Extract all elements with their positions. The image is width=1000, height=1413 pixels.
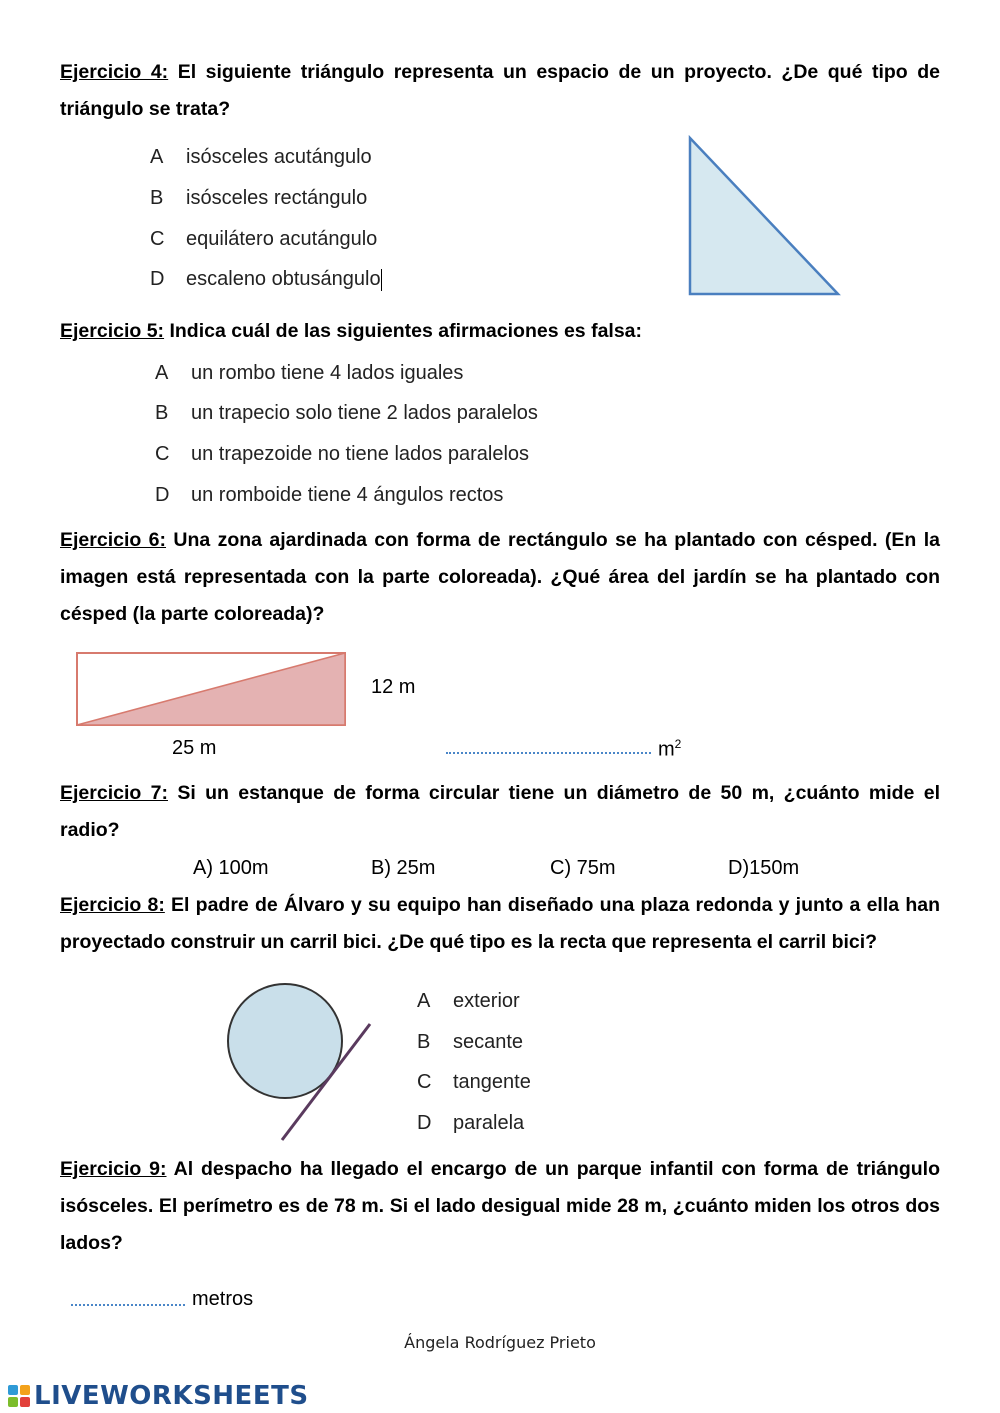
exercise-8-text: El padre de Álvaro y su equipo han diseñado una plaza redonda y junto a ella han proyectado construir un carril bici. ¿De qué tipo es la recta que representa el carril bici?	[60, 894, 940, 953]
ex7-option-d[interactable]: D)150m	[728, 857, 800, 879]
sides-answer-input[interactable]	[71, 1304, 185, 1306]
option-text: un trapezoide no tiene lados paralelos	[191, 443, 530, 465]
ex8-option-b[interactable]	[417, 1031, 523, 1054]
liveworksheets-logo-text: LIVEWORKSHEETS	[34, 1381, 309, 1411]
option-letter: C	[150, 228, 165, 250]
author-signature: Ángela Rodríguez Prieto	[404, 1333, 596, 1352]
area-unit	[658, 737, 681, 762]
garden-rectangle-figure	[74, 650, 350, 730]
exercise-9-statement	[60, 1151, 940, 1262]
ex8-option-d[interactable]	[417, 1112, 524, 1135]
exercise-5-statement	[60, 313, 940, 350]
liveworksheets-logo[interactable]	[8, 1380, 309, 1412]
right-triangle-figure	[684, 132, 846, 300]
option-text: equilátero acutángulo	[186, 228, 378, 250]
exercise-5-text: Indica cuál de las siguientes afirmaciones es falsa:	[164, 320, 643, 342]
option-text: un romboide tiene 4 ángulos rectos	[191, 484, 504, 506]
option-text: isósceles rectángulo	[186, 187, 368, 209]
unit-text: m	[658, 738, 675, 761]
ex7-option-a[interactable]: A) 100m	[193, 857, 269, 879]
option-letter: B	[417, 1031, 431, 1053]
exercise-8-label: Ejercicio 8:	[60, 894, 165, 916]
ex7-option-b[interactable]: B) 25m	[371, 857, 436, 879]
ex5-option-a[interactable]	[155, 362, 463, 385]
option-letter: A	[155, 362, 169, 384]
option-letter: C	[155, 443, 170, 465]
width-label: 25 m	[172, 737, 217, 759]
option-letter: A	[150, 146, 164, 168]
option-letter: A	[417, 990, 431, 1012]
option-text: isósceles acutángulo	[186, 146, 372, 168]
ex4-option-b[interactable]	[150, 187, 367, 210]
option-letter: B	[150, 187, 164, 209]
option-letter: D	[417, 1112, 432, 1134]
exercise-6-text: Una zona ajardinada con forma de rectángulo se ha plantado con césped. (En la imagen está representada con la parte coloreada). ¿Qué área del jardín se ha plantado con césped (la parte coloreada)?	[60, 529, 940, 625]
option-text: secante	[453, 1031, 524, 1053]
exercise-7-statement	[60, 775, 940, 849]
option-letter: D	[150, 268, 165, 290]
exercise-9-label: Ejercicio 9:	[60, 1158, 167, 1180]
ex8-option-c[interactable]	[417, 1071, 531, 1094]
exercise-7-text: Si un estanque de forma circular tiene un diámetro de 50 m, ¿cuánto mide el radio?	[60, 782, 940, 841]
option-text: tangente	[453, 1071, 531, 1093]
height-label: 12 m	[371, 676, 416, 698]
ex8-option-a[interactable]	[417, 990, 520, 1013]
exercise-7-label: Ejercicio 7:	[60, 782, 168, 804]
ex7-option-c[interactable]: C) 75m	[550, 857, 616, 879]
circle-and-line-figure	[220, 978, 376, 1148]
exercise-9-text: Al despacho ha llegado el encargo de un parque infantil con forma de triángulo isósceles. El perímetro es de 78 m. Si el lado desigual mide 28 m, ¿cuánto miden los otros dos lados?	[60, 1158, 940, 1254]
exercise-8-statement	[60, 887, 940, 961]
exercise-6-statement	[60, 522, 940, 633]
exercise-6-label: Ejercicio 6:	[60, 529, 167, 551]
exercise-4-label: Ejercicio 4:	[60, 61, 169, 83]
option-text: escaleno obtusángulo	[186, 268, 381, 290]
ex5-option-c[interactable]	[155, 443, 529, 466]
option-letter: D	[155, 484, 170, 506]
ex4-option-a[interactable]	[150, 146, 372, 169]
unit-exponent: 2	[674, 737, 682, 751]
exercise-4-text: El siguiente triángulo representa un espacio de un proyecto. ¿De qué tipo de triángulo se trata?	[60, 61, 940, 120]
option-text: un rombo tiene 4 lados iguales	[191, 362, 464, 384]
round-plaza-circle	[228, 984, 342, 1098]
option-text: paralela	[453, 1112, 525, 1134]
option-letter: C	[417, 1071, 432, 1093]
option-text: un trapecio solo tiene 2 lados paralelos	[191, 402, 538, 424]
ex4-option-c[interactable]	[150, 228, 377, 251]
sides-unit: metros	[192, 1288, 254, 1310]
ex5-option-b[interactable]	[155, 402, 538, 425]
exercise-5-label: Ejercicio 5:	[60, 320, 165, 342]
option-text: exterior	[453, 990, 520, 1012]
right-triangle	[690, 138, 838, 294]
area-answer-input[interactable]	[446, 752, 651, 754]
exercise-4-statement	[60, 54, 940, 128]
text-cursor	[381, 269, 382, 291]
ex4-option-d[interactable]	[150, 268, 382, 291]
option-letter: B	[155, 402, 169, 424]
ex5-option-d[interactable]	[155, 484, 503, 507]
liveworksheets-logo-icon	[8, 1385, 30, 1407]
